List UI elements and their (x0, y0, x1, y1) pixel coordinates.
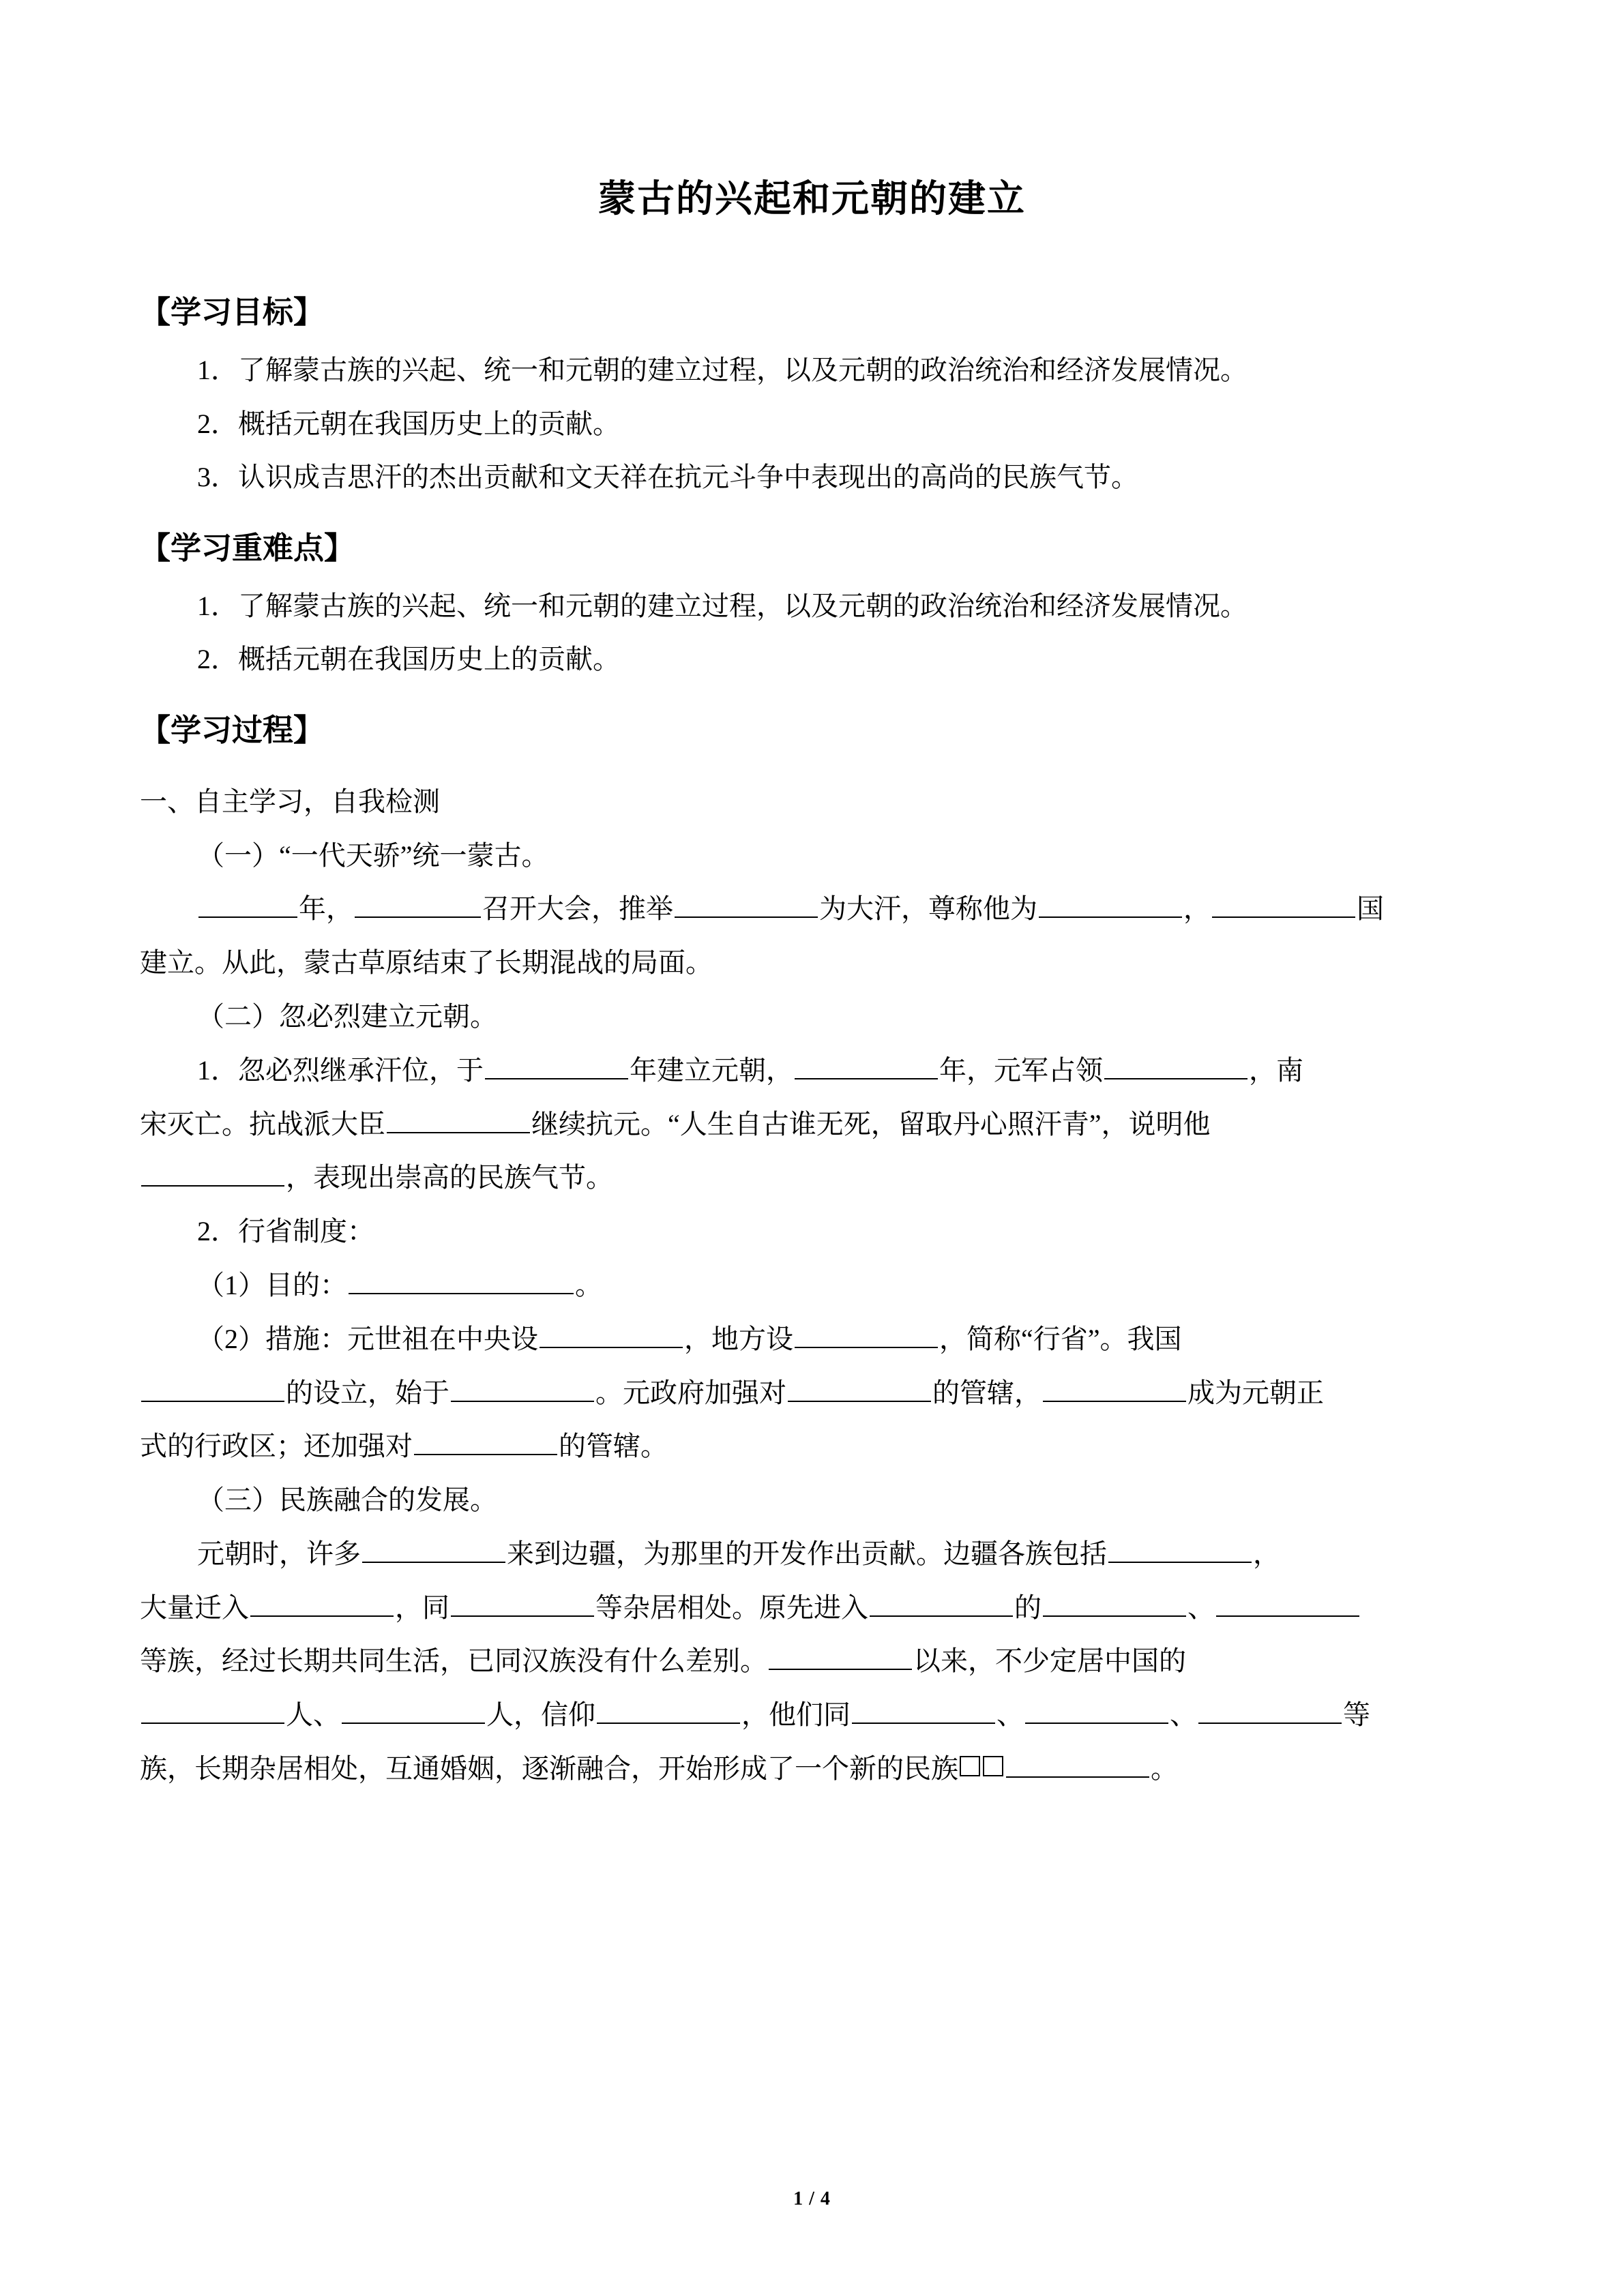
text-fragment: 的管辖， (932, 1377, 1042, 1408)
blank-field[interactable] (870, 1584, 1013, 1617)
text-fragment: 。 (1151, 1753, 1178, 1785)
text-fragment: 以来，不少定居中国的 (913, 1645, 1186, 1677)
subsection-three-line-4 (140, 1690, 1484, 1740)
blank-field[interactable] (342, 1691, 485, 1724)
heading-learning-process: 【学习过程】 (140, 713, 325, 748)
blank-field[interactable] (1212, 885, 1355, 918)
text-fragment: 等杂居相处。原先进入 (595, 1592, 868, 1623)
subsection-three-line-1 (140, 1530, 1484, 1579)
text-fragment: ，南 (1249, 1054, 1303, 1086)
text-fragment: 年建立元朝， (630, 1054, 793, 1086)
text-fragment: 等 (1343, 1699, 1370, 1731)
text-fragment: ，地方设 (684, 1323, 793, 1354)
blank-field[interactable] (349, 1262, 574, 1294)
blank-field[interactable] (198, 885, 297, 918)
keypoint-item-1: 1．了解蒙古族的兴起、统一和元朝的建立过程，以及元朝的政治统治和经济发展情况。 (197, 590, 1247, 621)
blank-field[interactable] (355, 885, 481, 918)
blank-field[interactable] (852, 1691, 995, 1724)
subsection-three-line-3 (140, 1637, 1484, 1686)
text-fragment: 人，信仰 (486, 1699, 595, 1731)
text-fragment: 1．忽必烈继承汗位，于 (197, 1054, 484, 1086)
subsection-three-line-2 (140, 1583, 1484, 1633)
text-fragment: ，表现出崇高的民族气节。 (286, 1162, 613, 1193)
blank-field[interactable] (1216, 1584, 1359, 1617)
blank-field[interactable] (540, 1315, 683, 1348)
subsection-two-item-1-line-2 (140, 1100, 1484, 1150)
text-fragment: 元朝时，许多 (197, 1538, 361, 1569)
text-fragment: 来到边疆，为那里的开发作出贡献。边疆各族包括 (507, 1538, 1107, 1569)
process-part-one-label: 一、自主学习，自我检测 (140, 786, 440, 817)
text-fragment: 、 (1187, 1592, 1215, 1623)
keypoint-item-2: 2．概括元朝在我国历史上的贡献。 (197, 644, 620, 675)
blank-field[interactable] (1108, 1530, 1252, 1563)
blank-field[interactable] (597, 1691, 740, 1724)
subsection-three-label: （三）民族融合的发展。 (197, 1485, 497, 1516)
text-fragment: 继续抗元。“人生自古谁无死，留取丹心照汗青”，说明他 (531, 1108, 1211, 1139)
subsection-two-item-2-1 (140, 1261, 1484, 1311)
blank-field[interactable] (1039, 885, 1182, 918)
blank-field[interactable] (1025, 1691, 1168, 1724)
text-fragment: 大量迁入 (140, 1592, 249, 1623)
text-fragment: 的管辖。 (559, 1431, 668, 1462)
text-fragment: 人、 (286, 1699, 340, 1731)
text-fragment: 的设立，始于 (286, 1377, 449, 1408)
subsection-two-item-2-2 (140, 1315, 1484, 1365)
text-fragment: 宋灭亡。抗战派大臣 (140, 1108, 385, 1139)
objective-item-1: 1．了解蒙古族的兴起、统一和元朝的建立过程，以及元朝的政治统治和经济发展情况。 (197, 354, 1247, 385)
text-fragment: 的 (1014, 1592, 1042, 1623)
text-fragment: 国 (1357, 893, 1384, 925)
blank-field[interactable] (675, 885, 818, 918)
text-fragment: ， (1183, 893, 1211, 925)
text-fragment: 等族，经过长期共同生活，已同汉族没有什么差别。 (140, 1645, 767, 1677)
subsection-two-item-2-2-line-2 (140, 1369, 1484, 1418)
blank-field[interactable] (1043, 1584, 1186, 1617)
text-fragment: ， (1253, 1538, 1280, 1569)
empty-box-glyph (960, 1756, 980, 1776)
subsection-one-label: （一）“一代天骄”统一蒙古。 (197, 839, 549, 871)
text-fragment: 。元政府加强对 (595, 1377, 786, 1408)
subsection-one-fill-line-2: 建立。从此，蒙古草原结束了长期混战的局面。 (140, 947, 713, 979)
subsection-one-fill-line (140, 884, 1484, 934)
blank-field[interactable] (795, 1047, 938, 1079)
blank-field[interactable] (141, 1154, 284, 1187)
subsection-two-item-1-line-3 (140, 1153, 1484, 1203)
text-fragment: （1）目的： (197, 1269, 347, 1300)
blank-field[interactable] (1043, 1369, 1186, 1402)
blank-field[interactable] (141, 1369, 284, 1402)
blank-field[interactable] (141, 1691, 284, 1724)
blank-field[interactable] (414, 1422, 557, 1455)
text-fragment: 召开大会，推举 (482, 893, 673, 925)
text-fragment: （2）措施：元世祖在中央设 (197, 1323, 538, 1354)
heading-learning-objectives: 【学习目标】 (140, 295, 325, 330)
text-fragment: ，简称“行省”。我国 (939, 1323, 1182, 1354)
blank-field[interactable] (1198, 1691, 1342, 1724)
subsection-three-line-5 (140, 1744, 1484, 1794)
blank-field[interactable] (769, 1637, 912, 1670)
objective-item-3: 3．认识成吉思汗的杰出贡献和文天祥在抗元斗争中表现出的高尚的民族气节。 (197, 462, 1138, 493)
blank-field[interactable] (362, 1530, 505, 1563)
blank-field[interactable] (795, 1315, 938, 1348)
blank-field[interactable] (250, 1584, 394, 1617)
text-fragment: ，他们同 (741, 1699, 851, 1731)
blank-field[interactable] (485, 1047, 628, 1079)
text-fragment: ，同 (395, 1592, 449, 1623)
blank-field[interactable] (451, 1369, 594, 1402)
text-fragment: 为大汗，尊称他为 (819, 893, 1037, 925)
text-fragment: 成为元朝正 (1187, 1377, 1324, 1408)
objective-item-2: 2．概括元朝在我国历史上的贡献。 (197, 408, 620, 439)
heading-key-difficult-points: 【学习重难点】 (140, 531, 355, 566)
text-fragment: 年，元军占领 (939, 1054, 1103, 1086)
subsection-two-label: （二）忽必烈建立元朝。 (197, 1000, 497, 1032)
text-fragment: 。 (575, 1269, 602, 1300)
blank-field[interactable] (451, 1584, 594, 1617)
text-fragment: 族，长期杂居相处，互通婚姻，逐渐融合，开始形成了一个新的民族 (140, 1753, 958, 1785)
page-footer: 1 / 4 (793, 2188, 831, 2209)
blank-field[interactable] (1104, 1047, 1247, 1079)
empty-box-glyph (983, 1756, 1003, 1776)
subsection-two-item-1 (140, 1046, 1484, 1096)
text-fragment: 式的行政区；还加强对 (140, 1431, 413, 1462)
subsection-two-item-2-2-line-3 (140, 1422, 1484, 1472)
blank-field[interactable] (788, 1369, 931, 1402)
blank-field[interactable] (387, 1101, 530, 1133)
text-fragment: 、 (996, 1699, 1024, 1731)
subsection-two-item-2: 2．行省制度： (197, 1216, 374, 1247)
blank-field[interactable] (1006, 1745, 1149, 1778)
page-title: 蒙古的兴起和元朝的建立 (597, 178, 1026, 220)
text-fragment: 年， (299, 893, 353, 925)
text-fragment: 、 (1170, 1699, 1197, 1731)
